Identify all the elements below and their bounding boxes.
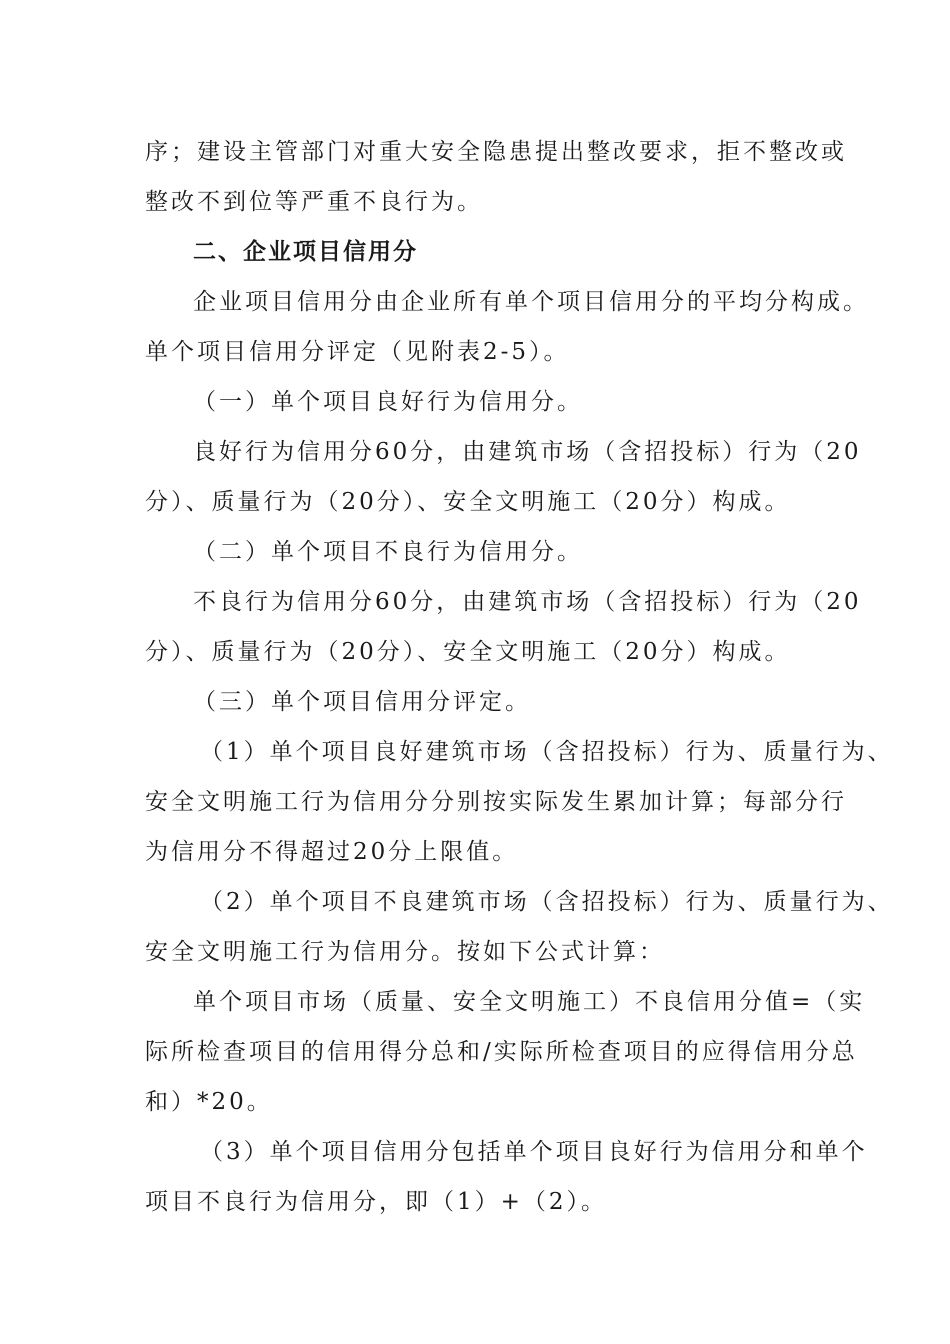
paragraph-line: （3）单个项目信用分包括单个项目良好行为信用分和单个 bbox=[200, 1139, 868, 1165]
paragraph-line: 分）、质量行为（20分）、安全文明施工（20分）构成。 bbox=[145, 489, 791, 515]
paragraph-line: 企业项目信用分由企业所有单个项目信用分的平均分构成。 bbox=[193, 289, 869, 315]
formula-line: 和）*20。 bbox=[145, 1089, 273, 1115]
paragraph-line: （1）单个项目良好建筑市场（含招投标）行为、质量行为、 bbox=[200, 739, 894, 765]
paragraph-line: 分）、质量行为（20分）、安全文明施工（20分）构成。 bbox=[145, 639, 791, 665]
formula-line: 单个项目市场（质量、安全文明施工）不良信用分值=（实 bbox=[193, 989, 866, 1015]
paragraph-line: 整改不到位等严重不良行为。 bbox=[145, 189, 483, 215]
paragraph-line: 序；建设主管部门对重大安全隐患提出整改要求，拒不整改或 bbox=[145, 139, 847, 165]
formula-line: 际所检查项目的信用得分总和/实际所检查项目的应得信用分总 bbox=[145, 1039, 858, 1065]
section-heading: 二、企业项目信用分 bbox=[193, 239, 418, 265]
paragraph-line: （2）单个项目不良建筑市场（含招投标）行为、质量行为、 bbox=[200, 889, 894, 915]
subsection-heading: （二）单个项目不良行为信用分。 bbox=[193, 539, 583, 565]
paragraph-line: 安全文明施工行为信用分分别按实际发生累加计算；每部分行 bbox=[145, 789, 847, 815]
paragraph-line: 安全文明施工行为信用分。按如下公式计算： bbox=[145, 939, 665, 965]
paragraph-line: 项目不良行为信用分，即（1）+（2）。 bbox=[145, 1189, 608, 1215]
paragraph-line: 单个项目信用分评定（见附表2-5）。 bbox=[145, 339, 570, 365]
paragraph-line: 为信用分不得超过20分上限值。 bbox=[145, 839, 519, 865]
subsection-heading: （一）单个项目良好行为信用分。 bbox=[193, 389, 583, 415]
paragraph-line: 不良行为信用分60分，由建筑市场（含招投标）行为（20 bbox=[193, 589, 862, 615]
paragraph-line: 良好行为信用分60分，由建筑市场（含招投标）行为（20 bbox=[193, 439, 862, 465]
subsection-heading: （三）单个项目信用分评定。 bbox=[193, 689, 531, 715]
